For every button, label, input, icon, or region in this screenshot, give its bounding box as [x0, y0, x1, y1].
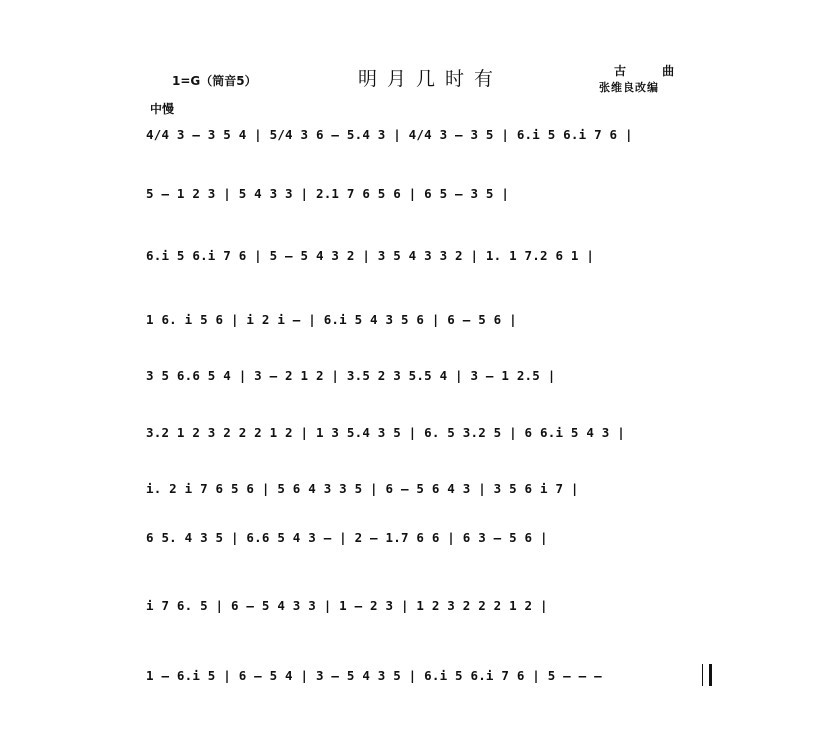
arranger-label: 张维良改编	[599, 81, 659, 94]
score-line-text: i. 2 i 7 6 5 6 | 5 6 4 3 3 5 | 6 – 5 6 4 3 | 3 5 6 i 7 |	[146, 480, 579, 496]
score-line-text: 5 – 1 2 3 | 5 4 3 3 | 2.1 7 6 5 6 | 6 5 – 3 5 |	[146, 185, 510, 201]
score-line	[146, 180, 712, 206]
tempo-marking: 中慢	[150, 102, 175, 116]
score-line	[146, 121, 712, 147]
score-line	[146, 362, 712, 388]
score-line-text: 4/4 3 – 3 5 4 | 5/4 3 6 – 5.4 3 | 4/4 3 – 3 5 | 6.i 5 6.i 7 6 |	[146, 126, 633, 142]
score-line-text: 1 6. i 5 6 | i 2 i – | 6.i 5 4 3 5 6 | 6 – 5 6 |	[146, 311, 517, 327]
score-line-text: i 7 6. 5 | 6 – 5 4 3 3 | 1 – 2 3 | 1 2 3 2 2 2 1 2 |	[146, 597, 548, 613]
score-line-text: 6 5. 4 3 5 | 6.6 5 4 3 – | 2 – 1.7 6 6 | 6 3 – 5 6 |	[146, 529, 548, 545]
score-line	[146, 592, 712, 618]
key-signature: 1=G（筒音5）	[172, 74, 257, 88]
score-line	[146, 524, 712, 550]
score-line-text: 6.i 5 6.i 7 6 | 5 – 5 4 3 2 | 3 5 4 3 3 2 | 1. 1 7.2 6 1 |	[146, 247, 595, 263]
score-line	[146, 306, 712, 332]
origin-label: 古 曲	[614, 64, 691, 78]
score-line-text: 3 5 6.6 5 4 | 3 – 2 1 2 | 3.5 2 3 5.5 4 | 3 – 1 2.5 |	[146, 367, 556, 383]
score-line	[146, 242, 712, 268]
score-line	[146, 475, 712, 501]
page-title: 明月几时有	[358, 68, 504, 90]
score-line	[146, 662, 712, 688]
final-barline	[702, 664, 712, 686]
score-line	[146, 419, 712, 445]
score-line-text: 3.2 1 2 3 2 2 2 1 2 | 1 3 5.4 3 5 | 6. 5 3.2 5 | 6 6.i 5 4 3 |	[146, 424, 625, 440]
score-line-text: 1 – 6.i 5 | 6 – 5 4 | 3 – 5 4 3 5 | 6.i 5 6.i 7 6 | 5 – – –	[146, 667, 602, 683]
